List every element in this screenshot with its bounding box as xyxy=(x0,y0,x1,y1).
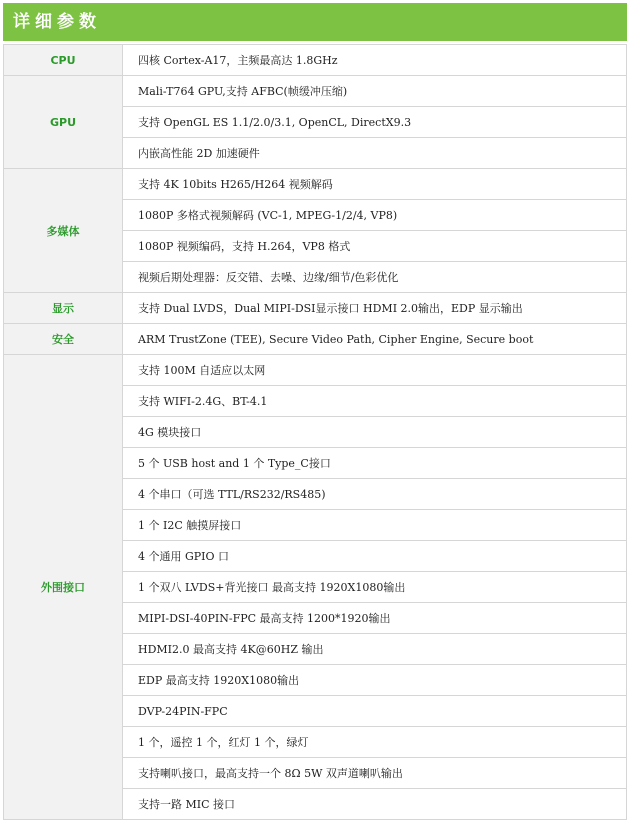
page-title: 详细参数 xyxy=(13,12,101,32)
spec-row xyxy=(4,45,627,76)
spec-value: Mali-T764 GPU,支持 AFBC(帧缓冲压缩) xyxy=(123,76,627,107)
spec-value: 支持 4K 10bits H265/H264 视频解码 xyxy=(123,169,627,200)
spec-value: 1080P 视频编码，支持 H.264，VP8 格式 xyxy=(123,231,627,262)
spec-value: DVP-24PIN-FPC xyxy=(123,696,627,727)
spec-category: 显示 xyxy=(4,293,123,324)
spec-row xyxy=(4,324,627,355)
spec-row xyxy=(4,76,627,107)
spec-category: 安全 xyxy=(4,324,123,355)
spec-category: 外围接口 xyxy=(4,355,123,820)
spec-value: 内嵌高性能 2D 加速硬件 xyxy=(123,138,627,169)
spec-value: 支持喇叭接口，最高支持一个 8Ω 5W 双声道喇叭输出 xyxy=(123,758,627,789)
spec-category: GPU xyxy=(4,76,123,169)
spec-value: 1 个 I2C 触摸屏接口 xyxy=(123,510,627,541)
spec-value: 1080P 多格式视频解码 (VC-1, MPEG-1/2/4, VP8) xyxy=(123,200,627,231)
spec-table-body xyxy=(4,45,627,820)
spec-value: 4 个串口（可选 TTL/RS232/RS485) xyxy=(123,479,627,510)
spec-header xyxy=(3,3,627,41)
spec-row xyxy=(4,355,627,386)
spec-value: 支持一路 MIC 接口 xyxy=(123,789,627,820)
spec-value: 支持 Dual LVDS，Dual MIPI-DSI显示接口 HDMI 2.0输出，EDP 显示输出 xyxy=(123,293,627,324)
spec-value: ARM TrustZone (TEE), Secure Video Path, Cipher Engine, Secure boot xyxy=(123,324,627,355)
spec-value: 1 个双八 LVDS+背光接口 最高支持 1920X1080输出 xyxy=(123,572,627,603)
spec-value: HDMI2.0 最高支持 4K@60HZ 输出 xyxy=(123,634,627,665)
spec-value: 1 个，遥控 1 个，红灯 1 个，绿灯 xyxy=(123,727,627,758)
spec-value: MIPI-DSI-40PIN-FPC 最高支持 1200*1920输出 xyxy=(123,603,627,634)
spec-value: 四核 Cortex-A17，主频最高达 1.8GHz xyxy=(123,45,627,76)
spec-value: 支持 100M 自适应以太网 xyxy=(123,355,627,386)
spec-value: 视频后期处理器：反交错、去噪、边缘/细节/色彩优化 xyxy=(123,262,627,293)
spec-value: 支持 OpenGL ES 1.1/2.0/3.1, OpenCL, DirectX9.3 xyxy=(123,107,627,138)
spec-category: 多媒体 xyxy=(4,169,123,293)
spec-value: 支持 WIFI-2.4G、BT-4.1 xyxy=(123,386,627,417)
spec-value: 4G 模块接口 xyxy=(123,417,627,448)
spec-row xyxy=(4,293,627,324)
spec-value: 4 个通用 GPIO 口 xyxy=(123,541,627,572)
spec-value: 5 个 USB host and 1 个 Type_C接口 xyxy=(123,448,627,479)
spec-row xyxy=(4,169,627,200)
spec-category: CPU xyxy=(4,45,123,76)
spec-table xyxy=(3,44,627,820)
spec-value: EDP 最高支持 1920X1080输出 xyxy=(123,665,627,696)
